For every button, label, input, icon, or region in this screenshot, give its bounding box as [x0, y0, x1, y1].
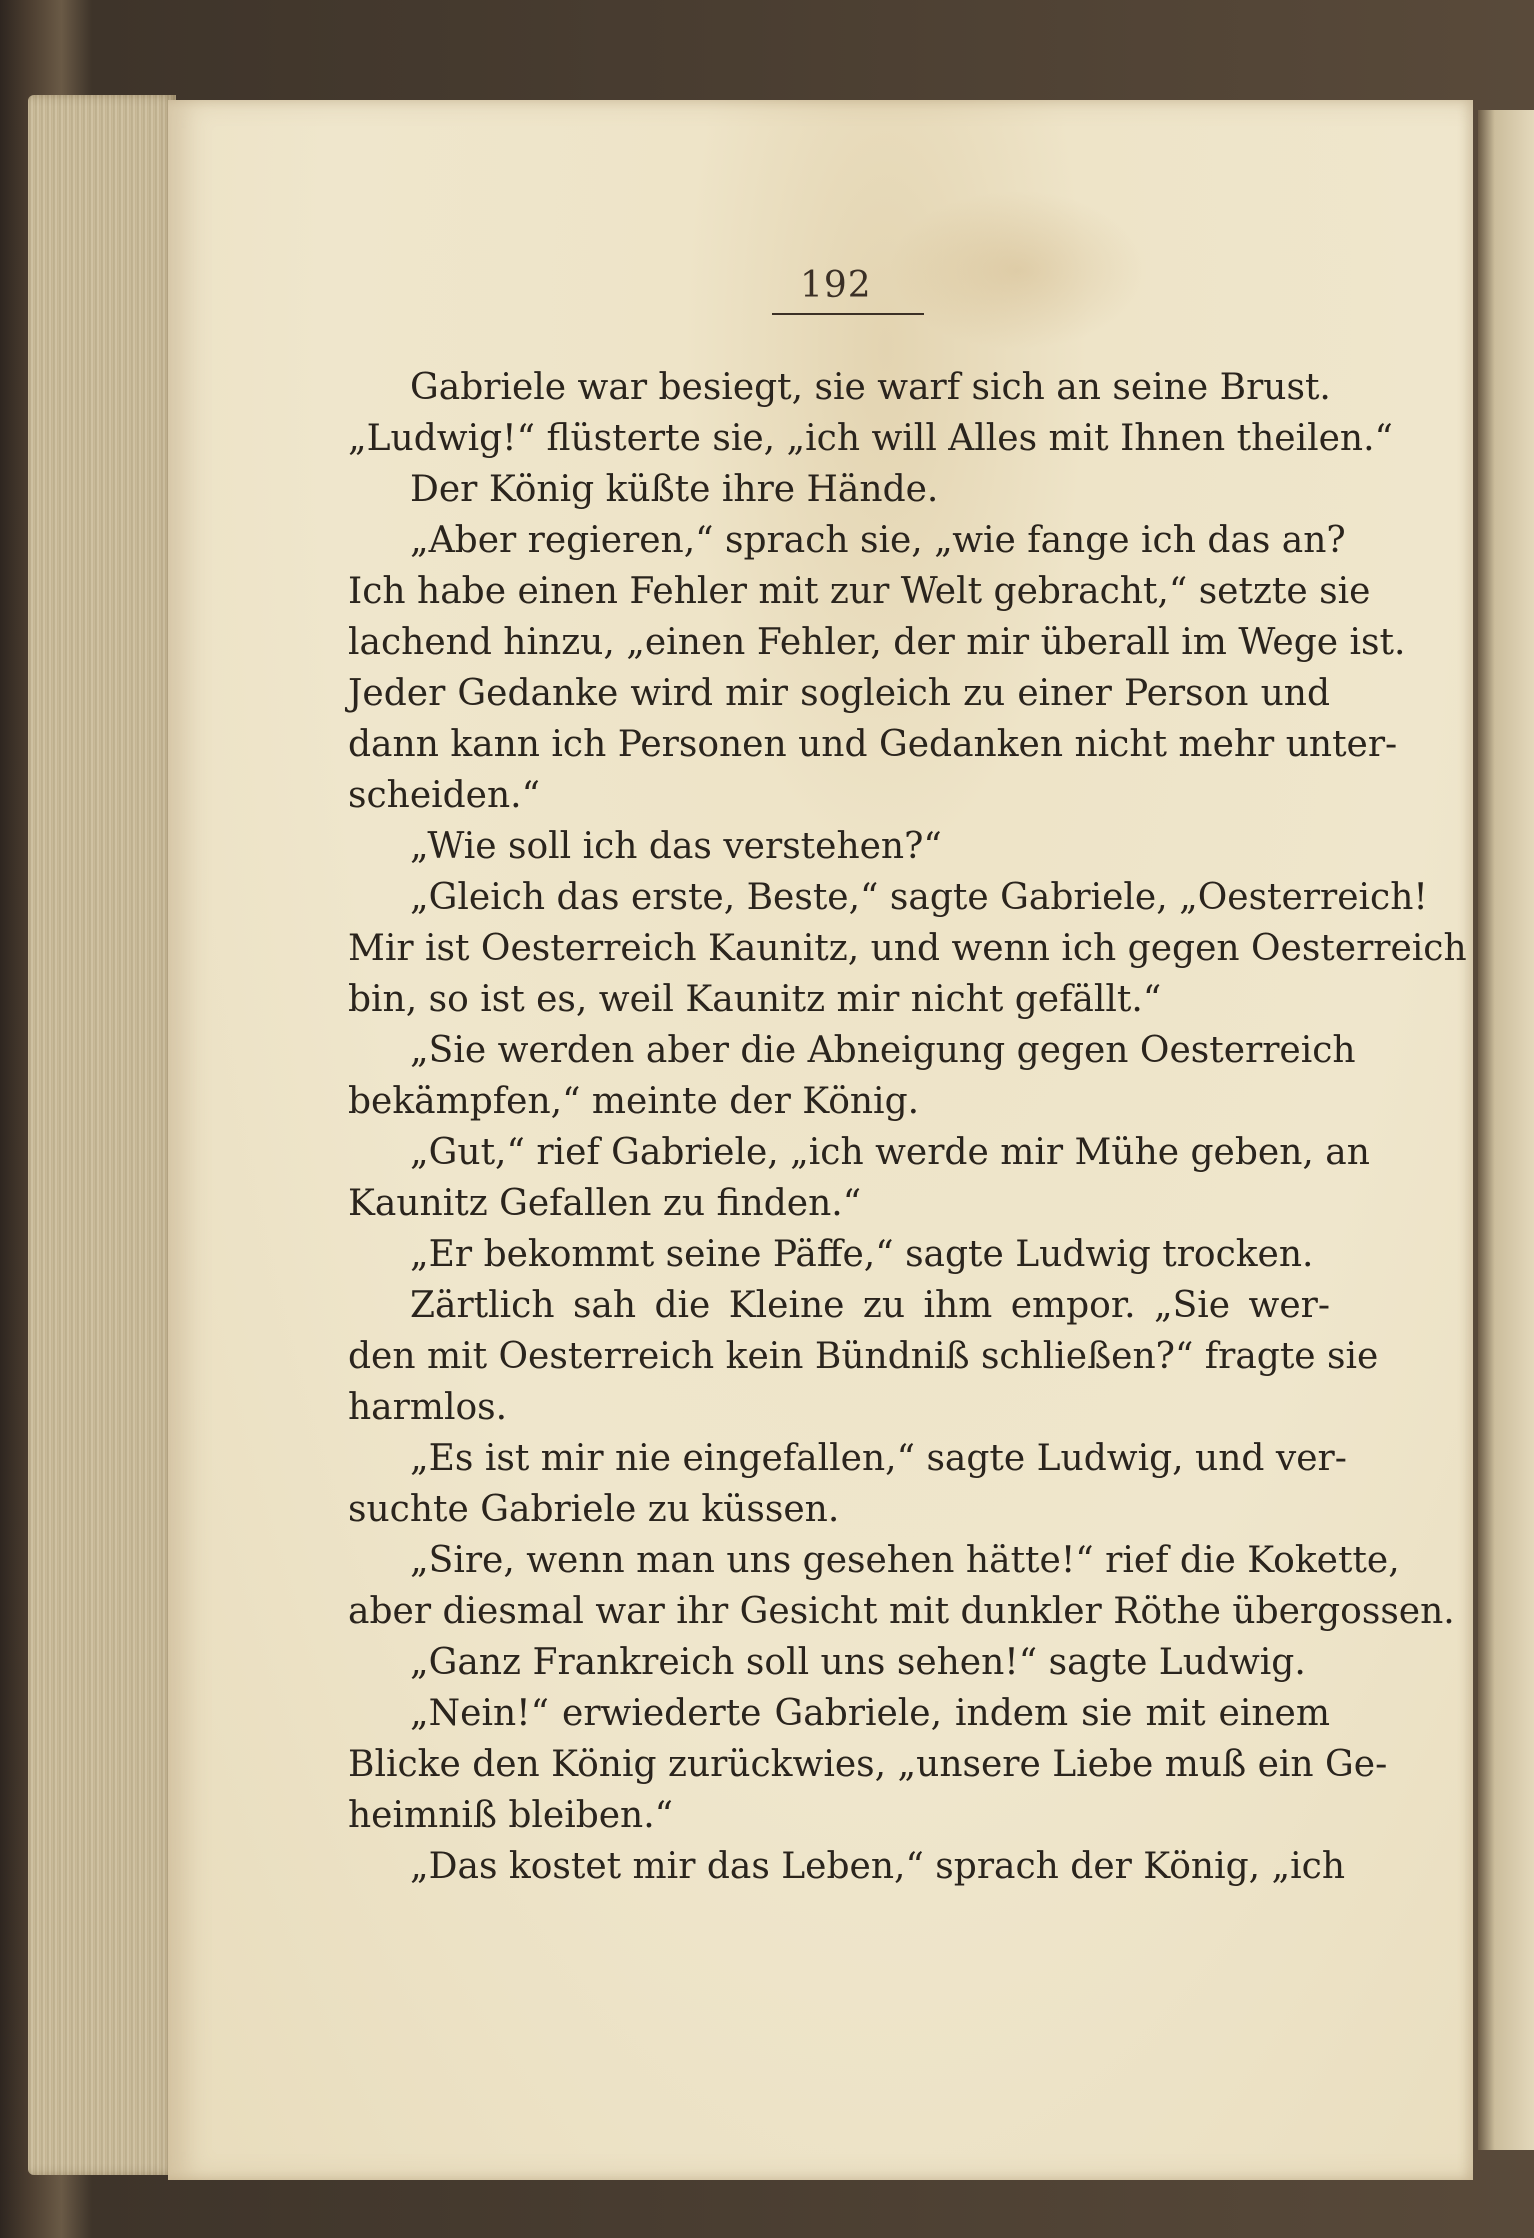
body-text: [348, 362, 1467, 1892]
text-line: harmlos.: [348, 1387, 508, 1428]
text-line: „Das kostet mir das Leben,“ sprach der König, „ich: [410, 1846, 1346, 1887]
text-line: suchte Gabriele zu küssen.: [348, 1489, 840, 1530]
text-line: „Er bekommt seine Päffe,“ sagte Ludwig trocken.: [410, 1234, 1314, 1275]
text-line: „Gleich das erste, Beste,“ sagte Gabriele, „Oesterreich!: [410, 877, 1428, 918]
text-line: Ich habe einen Fehler mit zur Welt gebracht,“ setzte sie: [348, 571, 1371, 612]
text-line: Der König küßte ihre Hände.: [410, 469, 939, 510]
page-number: 192: [800, 265, 872, 306]
text-line: lachend hinzu, „einen Fehler, der mir überall im Wege ist.: [348, 622, 1406, 663]
text-line: Mir ist Oesterreich Kaunitz, und wenn ich gegen Oesterreich: [348, 928, 1467, 969]
text-line: „Wie soll ich das verstehen?“: [410, 826, 942, 867]
text-line: Zärtlich sah die Kleine zu ihm empor. „Sie wer-: [410, 1285, 1330, 1326]
text-line: Gabriele war besiegt, sie warf sich an seine Brust.: [410, 367, 1331, 408]
text-line: heimniß bleiben.“: [348, 1795, 674, 1836]
text-line: „Sire, wenn man uns gesehen hätte!“ rief die Kokette,: [410, 1540, 1400, 1581]
text-line: den mit Oesterreich kein Bündniß schließen?“ fragte sie: [348, 1336, 1379, 1377]
right-page-edge: [1478, 110, 1534, 2150]
text-line: bekämpfen,“ meinte der König.: [348, 1081, 920, 1122]
text-line: Kaunitz Gefallen zu finden.“: [348, 1183, 862, 1224]
text-line: bin, so ist es, weil Kaunitz mir nicht gefällt.“: [348, 979, 1162, 1020]
page-edges: [28, 95, 176, 2175]
text-line: Blicke den König zurückwies, „unsere Liebe muß ein Ge-: [348, 1744, 1388, 1785]
text-line: „Nein!“ erwiederte Gabriele, indem sie mit einem: [410, 1693, 1330, 1734]
text-line: „Ganz Frankreich soll uns sehen!“ sagte Ludwig.: [410, 1642, 1306, 1683]
text-line: dann kann ich Personen und Gedanken nicht mehr unter-: [348, 724, 1398, 765]
text-line: „Ludwig!“ flüsterte sie, „ich will Alles mit Ihnen theilen.“: [348, 418, 1393, 459]
text-line: „Sie werden aber die Abneigung gegen Oesterreich: [410, 1030, 1356, 1071]
text-line: aber diesmal war ihr Gesicht mit dunkler Röthe übergossen.: [348, 1591, 1455, 1632]
page-number-rule: [772, 313, 924, 315]
text-line: „Aber regieren,“ sprach sie, „wie fange ich das an?: [410, 520, 1346, 561]
text-line: „Es ist mir nie eingefallen,“ sagte Ludwig, und ver-: [410, 1438, 1347, 1479]
water-stain: [888, 190, 1148, 350]
text-line: Jeder Gedanke wird mir sogleich zu einer Person und: [348, 673, 1330, 714]
text-line: scheiden.“: [348, 775, 541, 816]
text-line: „Gut,“ rief Gabriele, „ich werde mir Mühe geben, an: [410, 1132, 1370, 1173]
